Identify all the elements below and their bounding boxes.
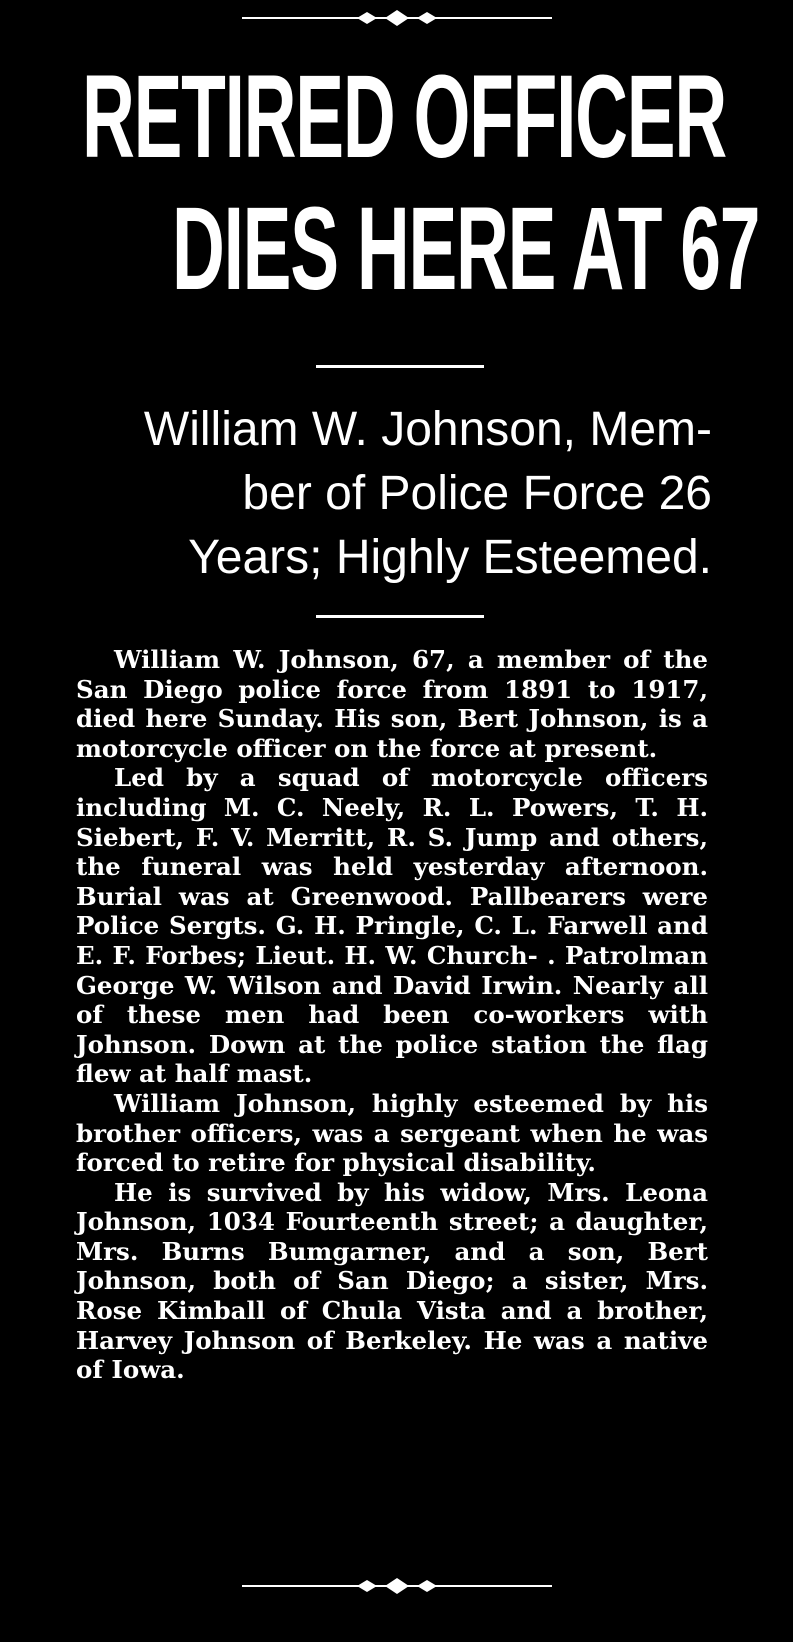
paragraph-2: Led by a squad of motorcycle officers including M. C. Neely, R. L. Powers, T. H. Siebert, F. V. Merritt, R. S. Jump and others, the funeral was held yesterday afternoon. Burial was at Greenwood. Pallbearers were Police Sergts. G. H. Pringle, C. L. Farwell and E. F. Forbes; Lieut. H. W. Church- . Patrolman George W. Wilson and David Irwin. Nearly all of these men had been co-workers with Johnson. Down at the police station the flag flew at half mast. (76, 763, 708, 1089)
headline-line-2: DIES HERE AT 67 (172, 183, 760, 315)
headline-line-1: RETIRED OFFICER (82, 51, 726, 183)
subheadline-line-1: William W. Johnson, Mem- (143, 403, 712, 456)
deck-divider (316, 615, 484, 618)
top-ornamental-rule (0, 8, 793, 28)
paragraph-1: William W. Johnson, 67, a member of the San Diego police force from 1891 to 1917, died here Sunday. His son, Bert Johnson, is a motorcycle officer on the force at present. (76, 645, 708, 763)
article-body (76, 645, 708, 1385)
ornament-diamonds-icon (242, 8, 552, 28)
subheadline-line-2: ber of Police Force 26 (242, 467, 712, 520)
bottom-ornamental-rule (0, 1576, 793, 1596)
subheadline (80, 398, 712, 590)
paragraph-3: William Johnson, highly esteemed by his brother officers, was a sergeant when he was forced to retire for physical disability. (76, 1088, 708, 1178)
paragraph-4: He is survived by his widow, Mrs. Leona Johnson, 1034 Fourteenth street; a daughter, Mrs. Burns Bumgarner, and a son, Bert Johnson, both of San Diego; a sister, Mrs. Rose Kimball of Chula Vista and a brother, Harvey Johnson of Berkeley. He was a native of Iowa. (76, 1177, 708, 1385)
ornament-diamonds-icon (242, 1576, 552, 1596)
subheadline-line-3: Years; Highly Esteemed. (188, 531, 712, 584)
headline-divider (316, 365, 484, 368)
